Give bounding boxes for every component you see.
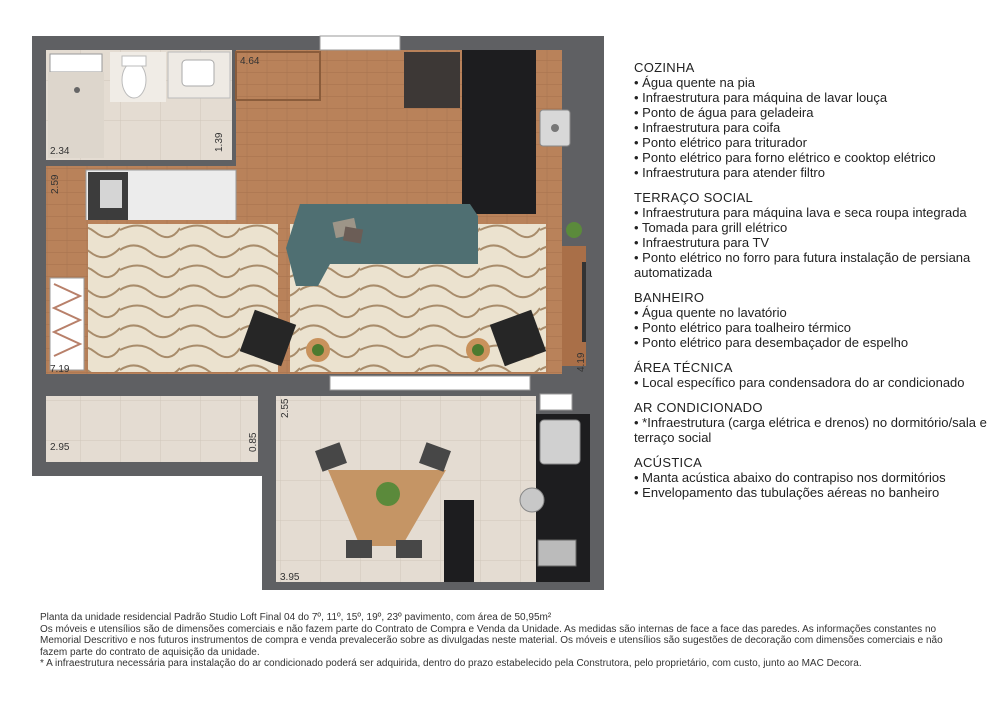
legend-item: • Infraestrutura para coifa [634, 120, 994, 135]
legend-section-title: COZINHA [634, 60, 695, 75]
legend-item: • Envelopamento das tubulações aéreas no banheiro [634, 485, 994, 500]
legend-item: • Infraestrutura para máquina lava e seca roupa integrada [634, 205, 994, 220]
terrace-sink-icon [540, 420, 580, 464]
legend-item: • Ponto elétrico para desembaçador de espelho [634, 335, 994, 350]
dim-tech-left: 2.95 [50, 442, 70, 453]
legend-section-title: AR CONDICIONADO [634, 400, 763, 415]
legend-item: • Manta acústica abaixo do contrapiso nos dormitórios [634, 470, 994, 485]
legend-section-title: ACÚSTICA [634, 455, 703, 470]
dim-living-right: 4.19 [576, 352, 587, 372]
dim-living-left: 7.19 [50, 364, 70, 375]
dim-kitchen: 4.64 [240, 56, 260, 67]
dim-bathroom-left: 2.34 [50, 146, 70, 157]
legend-section [634, 60, 994, 180]
legend-item: • Ponto elétrico para forno elétrico e cooktop elétrico [634, 150, 994, 165]
chair-icon-4 [396, 540, 422, 558]
legend-section [634, 190, 994, 280]
note-unit: Planta da unidade residencial Padrão Studio Loft Final 04 do 7º, 11º, 15º, 19º, 23º pavimento, com área de 50,95m² [40, 612, 552, 623]
legend-section [634, 455, 994, 500]
legend-section-title: TERRAÇO SOCIAL [634, 190, 754, 205]
legend-section-title: BANHEIRO [634, 290, 705, 305]
dim-bedroom: 2.59 [50, 174, 61, 194]
legend-item: • Ponto elétrico no forro para futura instalação de persiana automatizada [634, 250, 994, 280]
legend-item: • Ponto elétrico para toalheiro térmico [634, 320, 994, 335]
footnotes [40, 612, 970, 670]
chair-icon-3 [346, 540, 372, 558]
legend-item: • Ponto de água para geladeira [634, 105, 994, 120]
washer-icon [520, 488, 544, 512]
note-disclaimer: Os móveis e utensílios são de dimensões comerciais e não fazem parte do Contrato de Compra e Venda da Unidade. As medidas são internas de face a face das paredes. As informações constantes no Memorial Descritivo e nos futuros instrumentos de compra e venda prevalecerão sobre as divulgadas neste material. Os móveis e utensílios são sugestões de decoração com dimensões comerciais e não fazem parte do contrato de aquisição da unidade. [40, 623, 943, 658]
legend-section [634, 400, 994, 445]
legend-item: • Infraestrutura para máquina de lavar louça [634, 90, 994, 105]
dim-terrace-bottom: 3.95 [280, 572, 300, 583]
legend-section [634, 360, 994, 390]
tv-icon [582, 262, 586, 342]
dim-bathroom-right: 1.39 [214, 132, 225, 152]
centerpiece-plant-icon [376, 482, 400, 506]
technical-area-floor [46, 396, 258, 462]
grill-icon [538, 540, 576, 566]
legend-item: • Infraestrutura para atender filtro [634, 165, 994, 180]
dim-terrace-top: 2.55 [280, 398, 291, 418]
drain-icon [74, 87, 80, 93]
legend-item: • Água quente na pia [634, 75, 994, 90]
kitchen-counter [462, 50, 536, 214]
legend-item: • Tomada para grill elétrico [634, 220, 994, 235]
plant-icon-3 [566, 222, 582, 238]
fridge-icon [404, 52, 460, 108]
legend-item: • *Infraestrutura (carga elétrica e drenos) no dormitório/sala e terraço social [634, 415, 994, 445]
note-ac: * A infraestrutura necessária para instalação do ar condicionado poderá ser adquirida, dentro do prazo estabelecido pela Construtora, pelo proprietário, com custo, junto ao MAC Decora. [40, 658, 862, 670]
legend-section [634, 290, 994, 350]
legend-item: • Infraestrutura para TV [634, 235, 994, 250]
legend-section-title: ÁREA TÉCNICA [634, 360, 733, 375]
window-top [320, 36, 400, 50]
legend-item: • Local específico para condensadora do ar condicionado [634, 375, 994, 390]
window-bottom [330, 376, 530, 390]
legend-item: • Ponto elétrico para triturador [634, 135, 994, 150]
legend-item: • Água quente no lavatório [634, 305, 994, 320]
toilet-icon [122, 62, 146, 98]
dim-tech-right: 0.85 [248, 432, 259, 452]
feature-legend [634, 60, 994, 510]
